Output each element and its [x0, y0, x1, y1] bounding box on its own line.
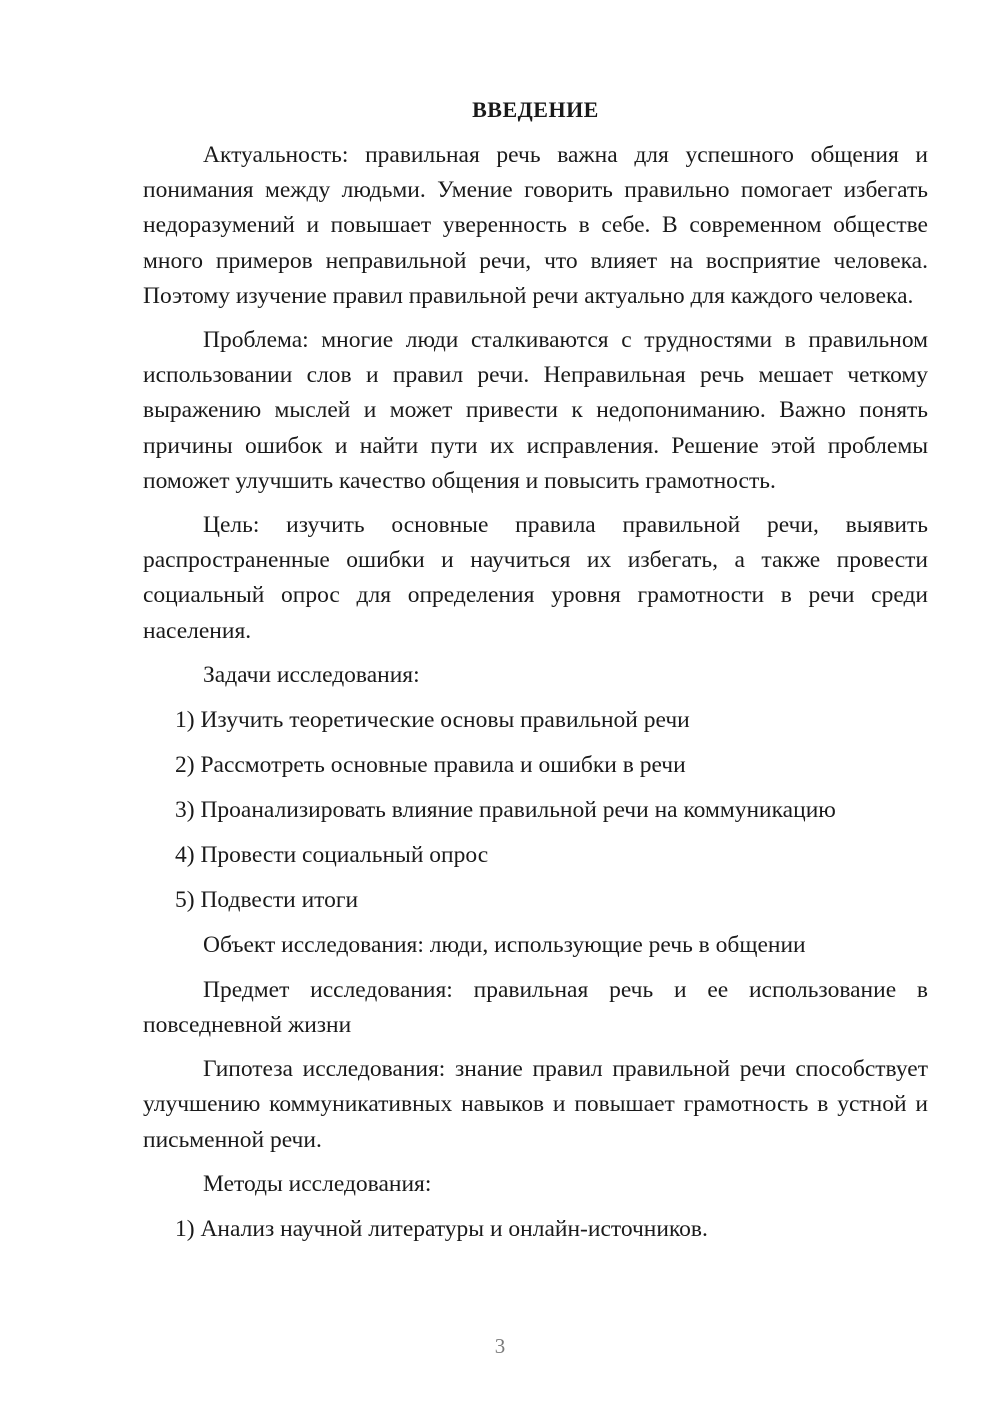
task-item: 3) Проанализировать влияние правильной речи на коммуникацию [175, 796, 836, 823]
tasks-heading: Задачи исследования: [203, 661, 420, 688]
research-subject: Предмет исследования: правильная речь и ее использование в повседневной жизни [143, 976, 928, 1039]
paragraph-relevance: Актуальность: правильная речь важна для успешного общения и понимания между людьми. Умение говорить правильно помогает избегать недоразумений и повышает уверенность в себе. В современном обществе много примеров неправильной речи, что влияет на восприятие человека. Поэтому изучение правил правильной речи актуально для каждого человека. [143, 142, 928, 309]
research-object: Объект исследования: люди, использующие речь в общении [203, 931, 806, 958]
method-item: 1) Анализ научной литературы и онлайн-источников. [175, 1215, 708, 1242]
task-item: 2) Рассмотреть основные правила и ошибки в речи [175, 751, 686, 778]
page-title: ВВЕДЕНИЕ [472, 97, 599, 122]
task-item: 5) Подвести итоги [175, 886, 359, 913]
research-hypothesis: Гипотеза исследования: знание правил правильной речи способствует улучшению коммуникативных навыков и повышает грамотность в устной и письменной речи. [143, 1056, 928, 1153]
task-item: 4) Провести социальный опрос [175, 841, 489, 868]
page-content [143, 92, 928, 1257]
methods-list [143, 1212, 928, 1247]
task-item: 1) Изучить теоретические основы правильной речи [175, 706, 690, 733]
methods-heading: Методы исследования: [203, 1170, 432, 1197]
page-number: 3 [494, 1334, 506, 1358]
paragraph-problem: Проблема: многие люди сталкиваются с трудностями в правильном использовании слов и правил речи. Неправильная речь мешает четкому выражению мыслей и может привести к недопониманию. Важно понять причины ошибок и найти пути их исправления. Решение этой проблемы поможет улучшить качество общения и повысить грамотность. [143, 327, 928, 494]
paragraph-goal: Цель: изучить основные правила правильной речи, выявить распространенные ошибки и научиться их избегать, а также провести социальный опрос для определения уровня грамотности в речи среди населения. [143, 512, 928, 644]
tasks-list [143, 703, 928, 918]
